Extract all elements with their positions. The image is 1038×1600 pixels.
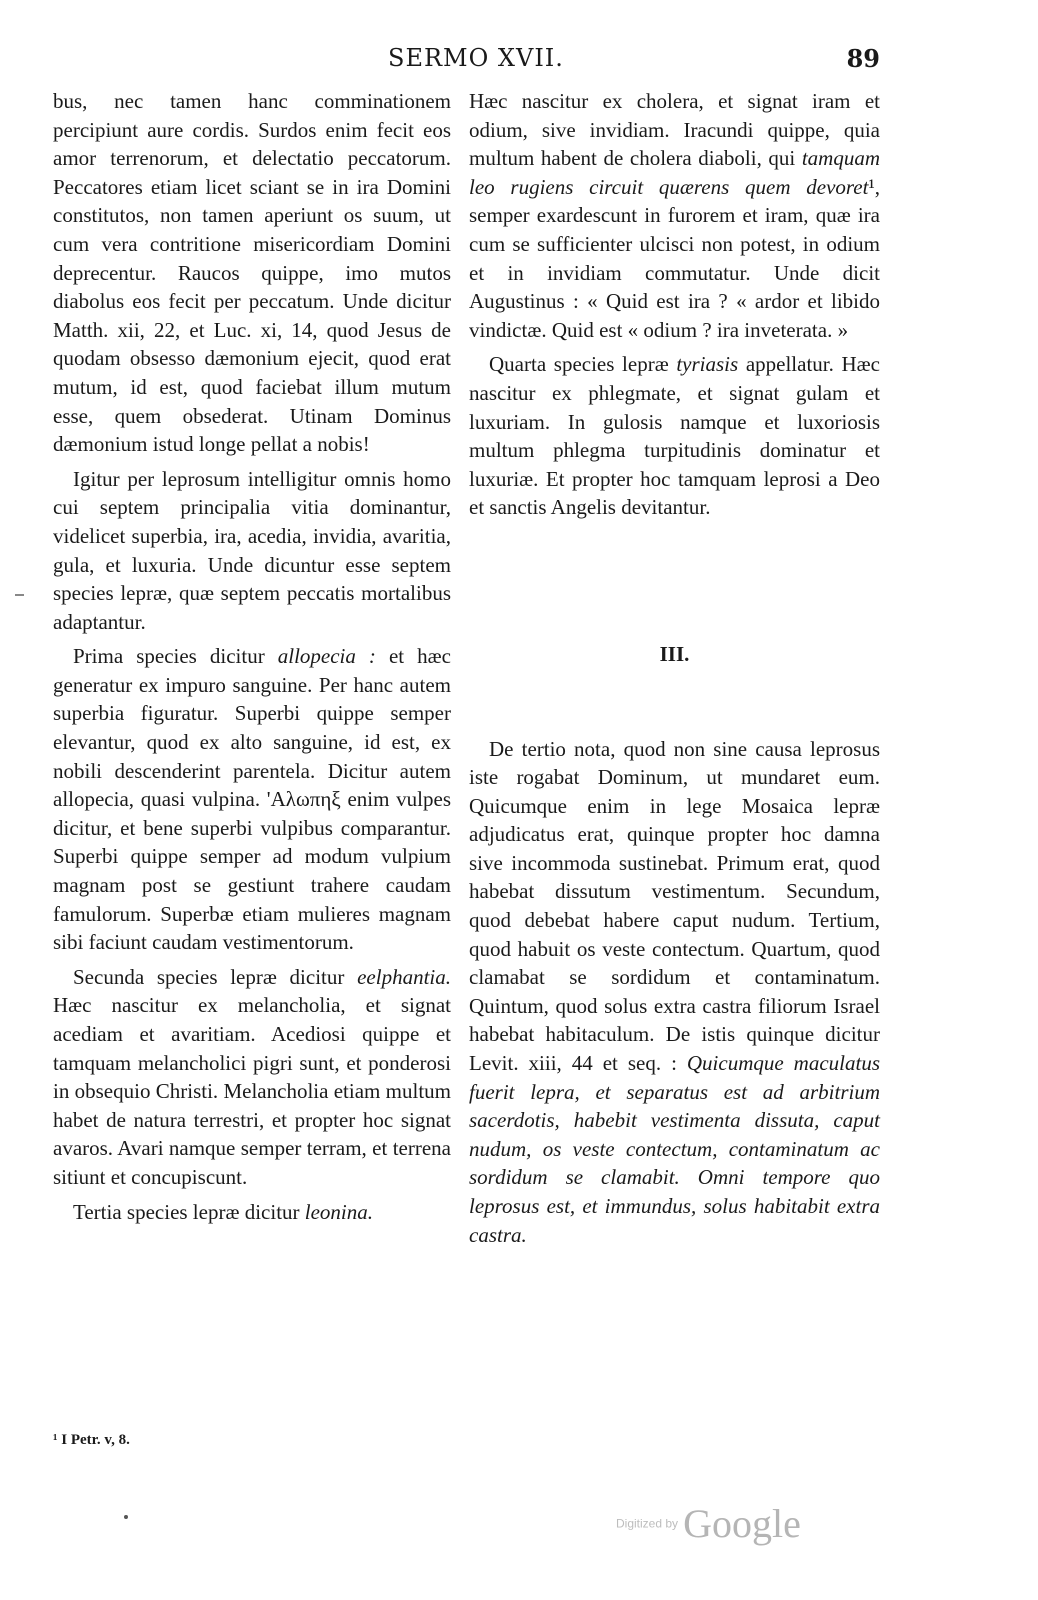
scripture-quote: tamquam leo rugiens circuit quærens quem devoret	[469, 146, 880, 199]
paragraph-text: Quarta species lepræ	[489, 352, 677, 377]
paragraph-seven-vices: Igitur per leprosum intelligitur omnis homo cui septem principalia vitia dominantur, videlicet superbia, ira, acedia, invidia, avaritia, gula, et luxuria. Unde dicuntur esse septem species lepræ, quæ septem peccatis mortalibus adaptantur.	[53, 466, 451, 634]
paragraph-text: Hæc nascitur ex melancholia, et signat acediam et avaritiam. Acediosi quippe et tamquam melancholici pigri sunt, et ponderosi in obsequio Christi. Melancholia etiam multum habet de natura terrestri, et propter hoc signat avaros. Avari namque semper terram, et terrena sitiunt et concupiscunt.	[53, 993, 451, 1189]
footnote: ¹ I Petr. v, 8.	[53, 1432, 130, 1448]
running-head	[0, 44, 1038, 80]
paragraph-text: Hæc nascitur ex cholera, et signat iram et odium, sive invidiam. Iracundi quippe, quia multum habent de cholera diaboli, qui	[469, 89, 880, 171]
term-leonina: leonina.	[304, 1199, 374, 1224]
footnote-ref: ¹	[868, 174, 875, 199]
term-tyriasis: tyriasis	[676, 352, 739, 377]
running-title: SERMO XVII.	[388, 44, 564, 72]
digitized-watermark	[616, 1500, 801, 1546]
paragraph-de-tertio	[469, 735, 880, 1250]
page-number: 89	[846, 44, 880, 73]
paragraph-text: , semper exardescunt in furorem et iram, quæ ira cum se sufficienter ulcisci non potest, in odium et in invidiam commutatur. Unde dicit Augustinus : « Quid est ira ? « ardor et libido vindictæ. Quid est « odium ? ira inveterata. »	[469, 174, 880, 342]
paragraph-text: Tertia species lepræ dicitur	[73, 1199, 305, 1224]
dot-mark	[124, 1515, 128, 1519]
paragraph-text: Prima species dicitur	[73, 644, 278, 669]
paragraph-allopecia	[53, 642, 451, 957]
paragraph-ira	[469, 87, 880, 344]
watermark-prefix: Digitized by	[616, 1516, 679, 1531]
margin-mark	[15, 594, 24, 596]
left-column	[53, 87, 451, 1232]
paragraph-tyriasis	[469, 350, 880, 522]
paragraph-text: et hæc generatur ex impuro sanguine. Per hanc autem superbia figuratur. Superbi quippe semper elevantur, quod ex alto sanguine, id est, ex nobili descenderint parentela. Dicitur autem allopecia, quasi vulpina. 'Αλωπηξ enim vulpes dicitur, et bene superbi vulpibus comparantur. Superbi quippe semper ad modum vulpium magnam post se gestiunt trahere caudam famulorum. Superbæ etiam mulieres magnam sibi faciunt caudam vestimentorum.	[53, 644, 452, 955]
right-column	[469, 87, 880, 1255]
term-elephantia: eelphantia.	[357, 964, 451, 989]
paragraph-text: appellatur. Hæc nascitur ex phlegmate, et signat gulam et luxuriam. In gulosis namque et luxoriosis multum phlegma turpitudinis dominatur et luxuriæ. Et propter hoc tamquam leprosi a Deo et sanctis Angelis devitantur.	[469, 352, 880, 520]
paragraph-elephantia	[53, 963, 451, 1192]
paragraph-text: De tertio nota, quod non sine causa leprosus iste rogabat Dominum, ut mundaret eum. Quicumque enim in lege Mosaica lepræ adjudicatus erat, quinque propter hoc damna sive incommoda sustinebat. Primum erat, quod habebat dissutum vestimentum. Secundum, quod debebat habere caput nudum. Tertium, quod habuit os veste contectum. Quartum, quod clamabat se sordidum et contaminatum. Quintum, quod solus extra castra filiorum Israel habebat habitaculum. De istis quinque dicitur Levit. xiii, 44 et seq. :	[469, 736, 880, 1076]
google-logo: Google	[683, 1501, 801, 1546]
paragraph-text: Secunda species lepræ dicitur	[73, 964, 358, 989]
paragraph-leonina	[53, 1198, 451, 1227]
scripture-quote: Quicumque maculatus fuerit lepra, et separatus est ad arbitrium sacerdotis, habebit vestimenta dissuta, caput nudum, os veste contectum, contaminatum ac sordidum se clamabit. Omni tempore quo leprosus est, et immundus, solus habitabit extra castra.	[469, 1051, 880, 1247]
paragraph-continuation: bus, nec tamen hanc comminationem percipiunt aure cordis. Surdos enim fecit eos amor terrenorum, et delectatio peccatorum. Peccatores etiam licet sciant se in ira Domini constitutos, non tamen aperiunt os suum, ut cum vera contritione misericordiam Domini deprecentur. Raucos quippe, imo mutos diabolus eos fecit per peccatum. Unde dicitur Matth. xii, 22, et Luc. xi, 14, quod Jesus de quodam obsesso dæmonium ejecit, quod erat mutum, id est, quod faciebat illum mutum esse, quem obsederat. Utinam Dominus dæmonium istud longe pellat a nobis!	[53, 89, 451, 457]
term-allopecia: allopecia :	[277, 644, 376, 669]
section-number: III.	[659, 641, 690, 666]
